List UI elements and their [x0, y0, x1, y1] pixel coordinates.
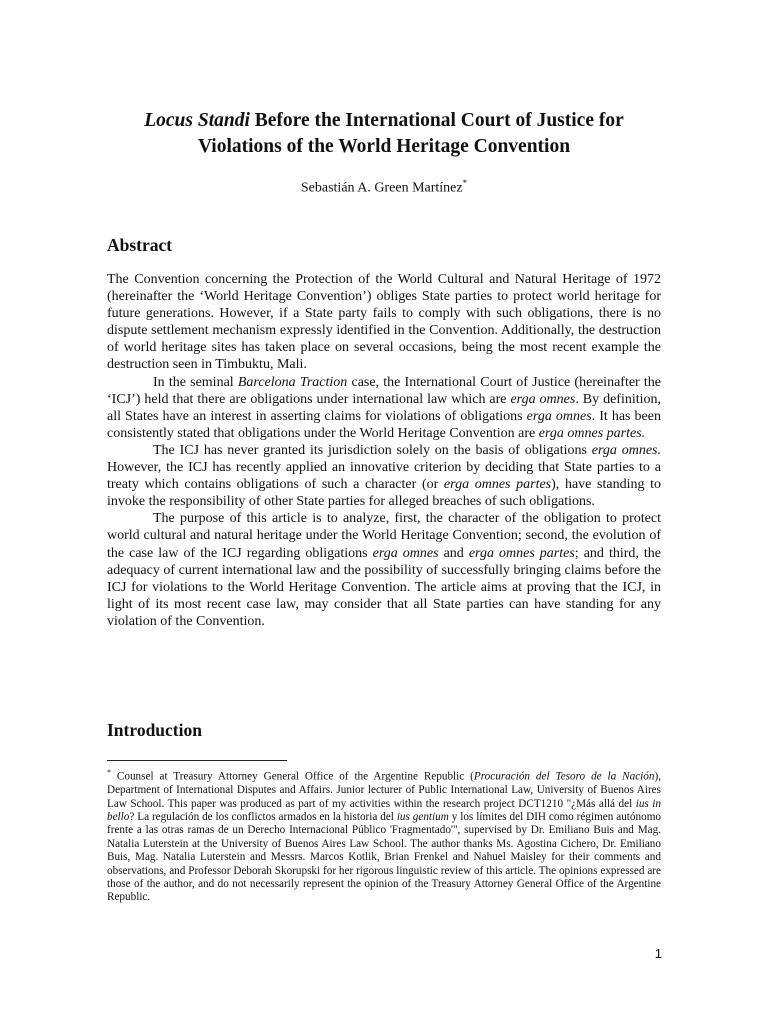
introduction-heading: Introduction: [107, 720, 202, 740]
abstract-paragraph-1: The Convention concerning the Protection of the World Cultural and Natural Heritage of 1972 (hereinafter the ‘World Heritage Convention’) obliges State parties to protect world heritage for future generations. However, if a State party fails to comply with such obligations, there is no dispute settlement mechanism expressly identified in the Convention. Additionally, the destruction of world heritage sites has taken place on several occasions, being the most recent example the destruction seen in Timbuktu, Mali.: [107, 272, 661, 373]
footnote-marker: *: [107, 768, 111, 777]
page-number: 1: [654, 946, 662, 961]
abstract-body: [107, 271, 661, 630]
abstract-heading: Abstract: [107, 235, 173, 255]
footnote-divider: [107, 760, 287, 761]
title-italic-term: Locus Standi: [144, 110, 250, 131]
abstract-paragraph-4: The purpose of this article is to analyze, first, the character of the obligation to protect world cultural and natural heritage under the World Heritage Convention; second, the evolution of the case law of the ICJ regarding obligations erga omnes and erga omnes partes; and third, the adequacy of current international law and the possibility of successfully bringing claims before the ICJ for violations to the World Heritage Convention. The article aims at proving that the ICJ, in light of its most recent case law, may consider that all State parties can have standing for any violation of the Convention.: [107, 511, 662, 629]
paper-title: [0, 108, 768, 160]
author-name: Sebastián A. Green Martínez: [300, 180, 463, 196]
author-line: [0, 178, 768, 197]
footnote: * Counsel at Treasury Attorney General Office of the Argentine Republic (Procuración del Tesoro de la Nación), Department of International Disputes and Affairs. Junior lecturer of Public International Law, University of Buenos Aires Law School. This paper was produced as part of my activities within the research project DCT1210 "¿Más allá del ius in bello? La regulación de los conflictos armados en la historia del ius gentium y los límites del DIH como régimen autónomo frente a las otras ramas de un Derecho Internacional Público 'Fragmentado'", supervised by Dr. Emiliano Buis and Mag. Natalia Luterstein at the University of Buenos Aires Law School. The author thanks Ms. Agostina Cichero, Dr. Emiliano Buis, Mag. Natalia Luterstein and Messrs. Marcos Kotlik, Brian Frenkel and Nahuel Maisley for their comments and observations, and Professor Deborah Skorupski for her rigorous linguistic review of this article. The opinions expressed are those of the author, and do not necessarily represent the opinion of the Treasury Attorney General Office of the Argentine Republic.: [107, 768, 662, 904]
abstract-paragraph-2: In the seminal Barcelona Traction case, the International Court of Justice (hereinafter the ‘ICJ’) held that there are obligations under international law which are erga omnes. By definition, all States have an interest in asserting claims for violations of obligations erga omnes. It has been consistently stated that obligations under the World Heritage Convention are erga omnes partes.: [107, 374, 662, 441]
title-line1-rest: Before the International Court of Justice for: [249, 110, 624, 131]
author-footnote-marker: *: [462, 178, 468, 188]
title-line2: Violations of the World Heritage Convention: [197, 136, 571, 157]
abstract-paragraph-3: The ICJ has never granted its jurisdiction solely on the basis of obligations erga omnes. However, the ICJ has recently applied an innovative criterion by deciding that State parties to a treaty which contains obligations of such a character (or erga omnes partes), have standing to invoke the responsibility of other State parties for alleged breaches of such obligations.: [107, 442, 662, 510]
